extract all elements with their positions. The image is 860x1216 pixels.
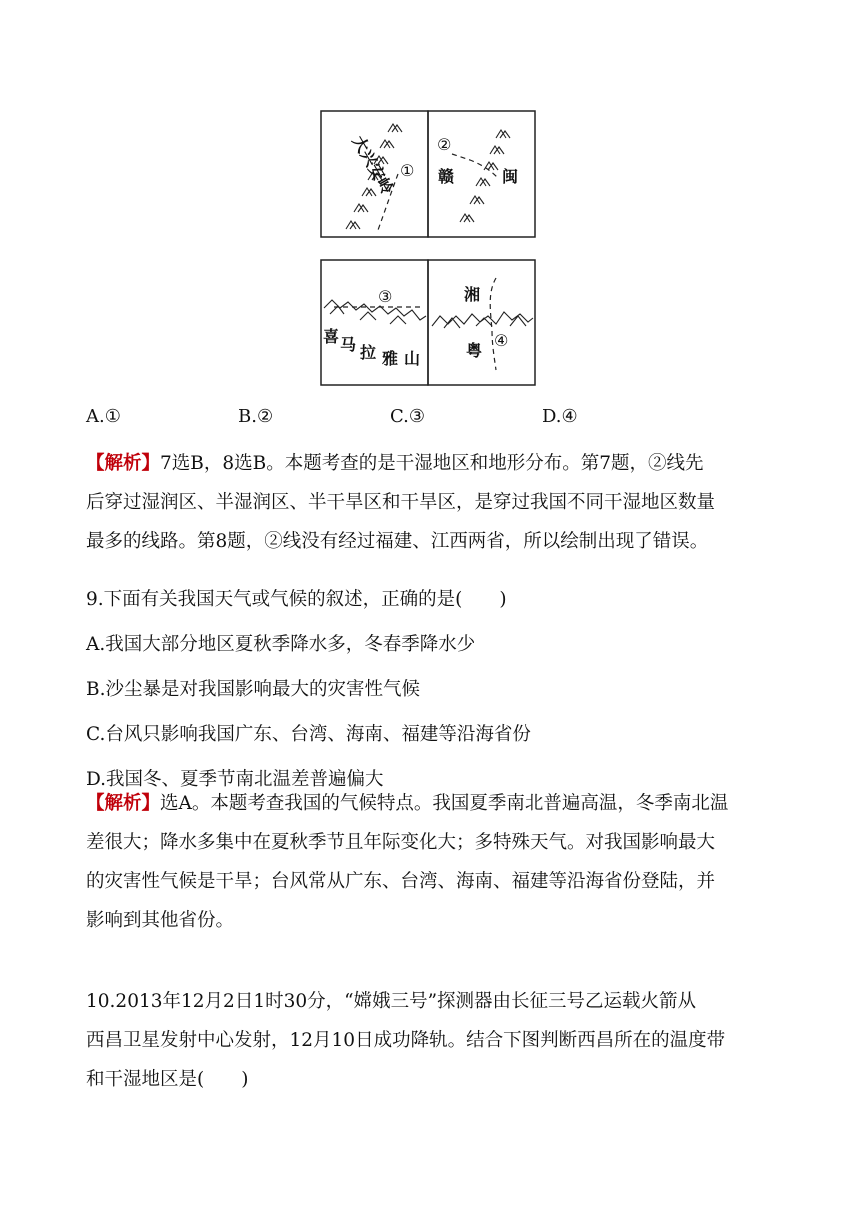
panel-3-mountains	[324, 300, 426, 324]
question-stem: 9.下面有关我国天气或气候的叙述，正确的是( )	[86, 589, 507, 610]
analysis-tag: 【解析】	[86, 453, 161, 474]
panel-4-line-label: ④	[494, 331, 509, 350]
analysis-tag: 【解析】	[86, 793, 161, 814]
panel-4-top-region: 湘	[464, 285, 481, 304]
panel-4-line	[490, 278, 496, 370]
panel-2-line-label: ②	[437, 135, 452, 154]
q8-choice-a: A.①	[86, 406, 121, 427]
panel-3-range-char-2: 马	[340, 335, 357, 354]
panel-2-right-region: 闽	[502, 167, 519, 186]
analysis-line: 影响到其他省份。	[86, 910, 235, 931]
analysis-line: 7选B，8选B。本题考查的是干湿地区和地形分布。第7题，②线先	[160, 453, 704, 474]
q8-choice-c: C.③	[390, 406, 425, 427]
analysis-7-8	[86, 444, 786, 561]
analysis-line: 选A。本题考查我国的气候特点。我国夏季南北普遍高温，冬季南北温	[160, 793, 729, 814]
question-line: 西昌卫星发射中心发射，12月10日成功降轨。结合下图判断西昌所在的温度带	[86, 1030, 726, 1051]
terrain-figure	[320, 110, 536, 386]
option-c: C.台风只影响我国广东、台湾、海南、福建等沿海省份	[86, 724, 531, 745]
question-line: 10.2013年12月2日1时30分，“嫦娥三号”探测器由长征三号乙运载火箭从	[86, 991, 697, 1012]
q8-choice-d: D.④	[542, 406, 578, 427]
panel-3-range-char-1: 喜	[323, 327, 340, 346]
panel-4-frame	[428, 260, 535, 385]
analysis-line: 差很大；降水多集中在夏秋季节且年际变化大；多特殊天气。对我国影响最大	[86, 832, 716, 853]
analysis-line: 最多的线路。第8题，②线没有经过福建、江西两省，所以绘制出现了错误。	[86, 531, 709, 552]
option-a: A.我国大部分地区夏秋季降水多，冬春季降水少	[86, 634, 476, 655]
question-9	[86, 580, 806, 799]
panel-4-mountains	[432, 312, 533, 328]
analysis-9	[86, 784, 786, 940]
analysis-line: 后穿过湿润区、半湿润区、半干旱区和干旱区，是穿过我国不同干湿地区数量	[86, 492, 716, 513]
q8-choices	[86, 406, 694, 427]
panel-4-bottom-region: 粤	[466, 341, 483, 360]
panel-3-range-char-4: 雅	[382, 349, 399, 368]
panel-1-range-label: 大兴安岭	[348, 132, 397, 198]
panel-3-range-char-3: 拉	[360, 343, 377, 362]
panel-3-range-char-5: 山	[404, 349, 421, 368]
panel-1-line-label: ①	[400, 161, 415, 180]
option-b: B.沙尘暴是对我国影响最大的灾害性气候	[86, 679, 420, 700]
option-d: D.我国冬、夏季节南北温差普遍偏大	[86, 769, 384, 790]
question-line: 和干湿地区是( )	[86, 1069, 249, 1090]
analysis-line: 的灾害性气候是干旱；台风常从广东、台湾、海南、福建等沿海省份登陆，并	[86, 871, 716, 892]
panel-3-line-label: ③	[378, 287, 393, 306]
panel-2-left-region: 赣	[438, 167, 455, 186]
q8-choice-b: B.②	[238, 406, 274, 427]
question-10	[86, 982, 806, 1099]
